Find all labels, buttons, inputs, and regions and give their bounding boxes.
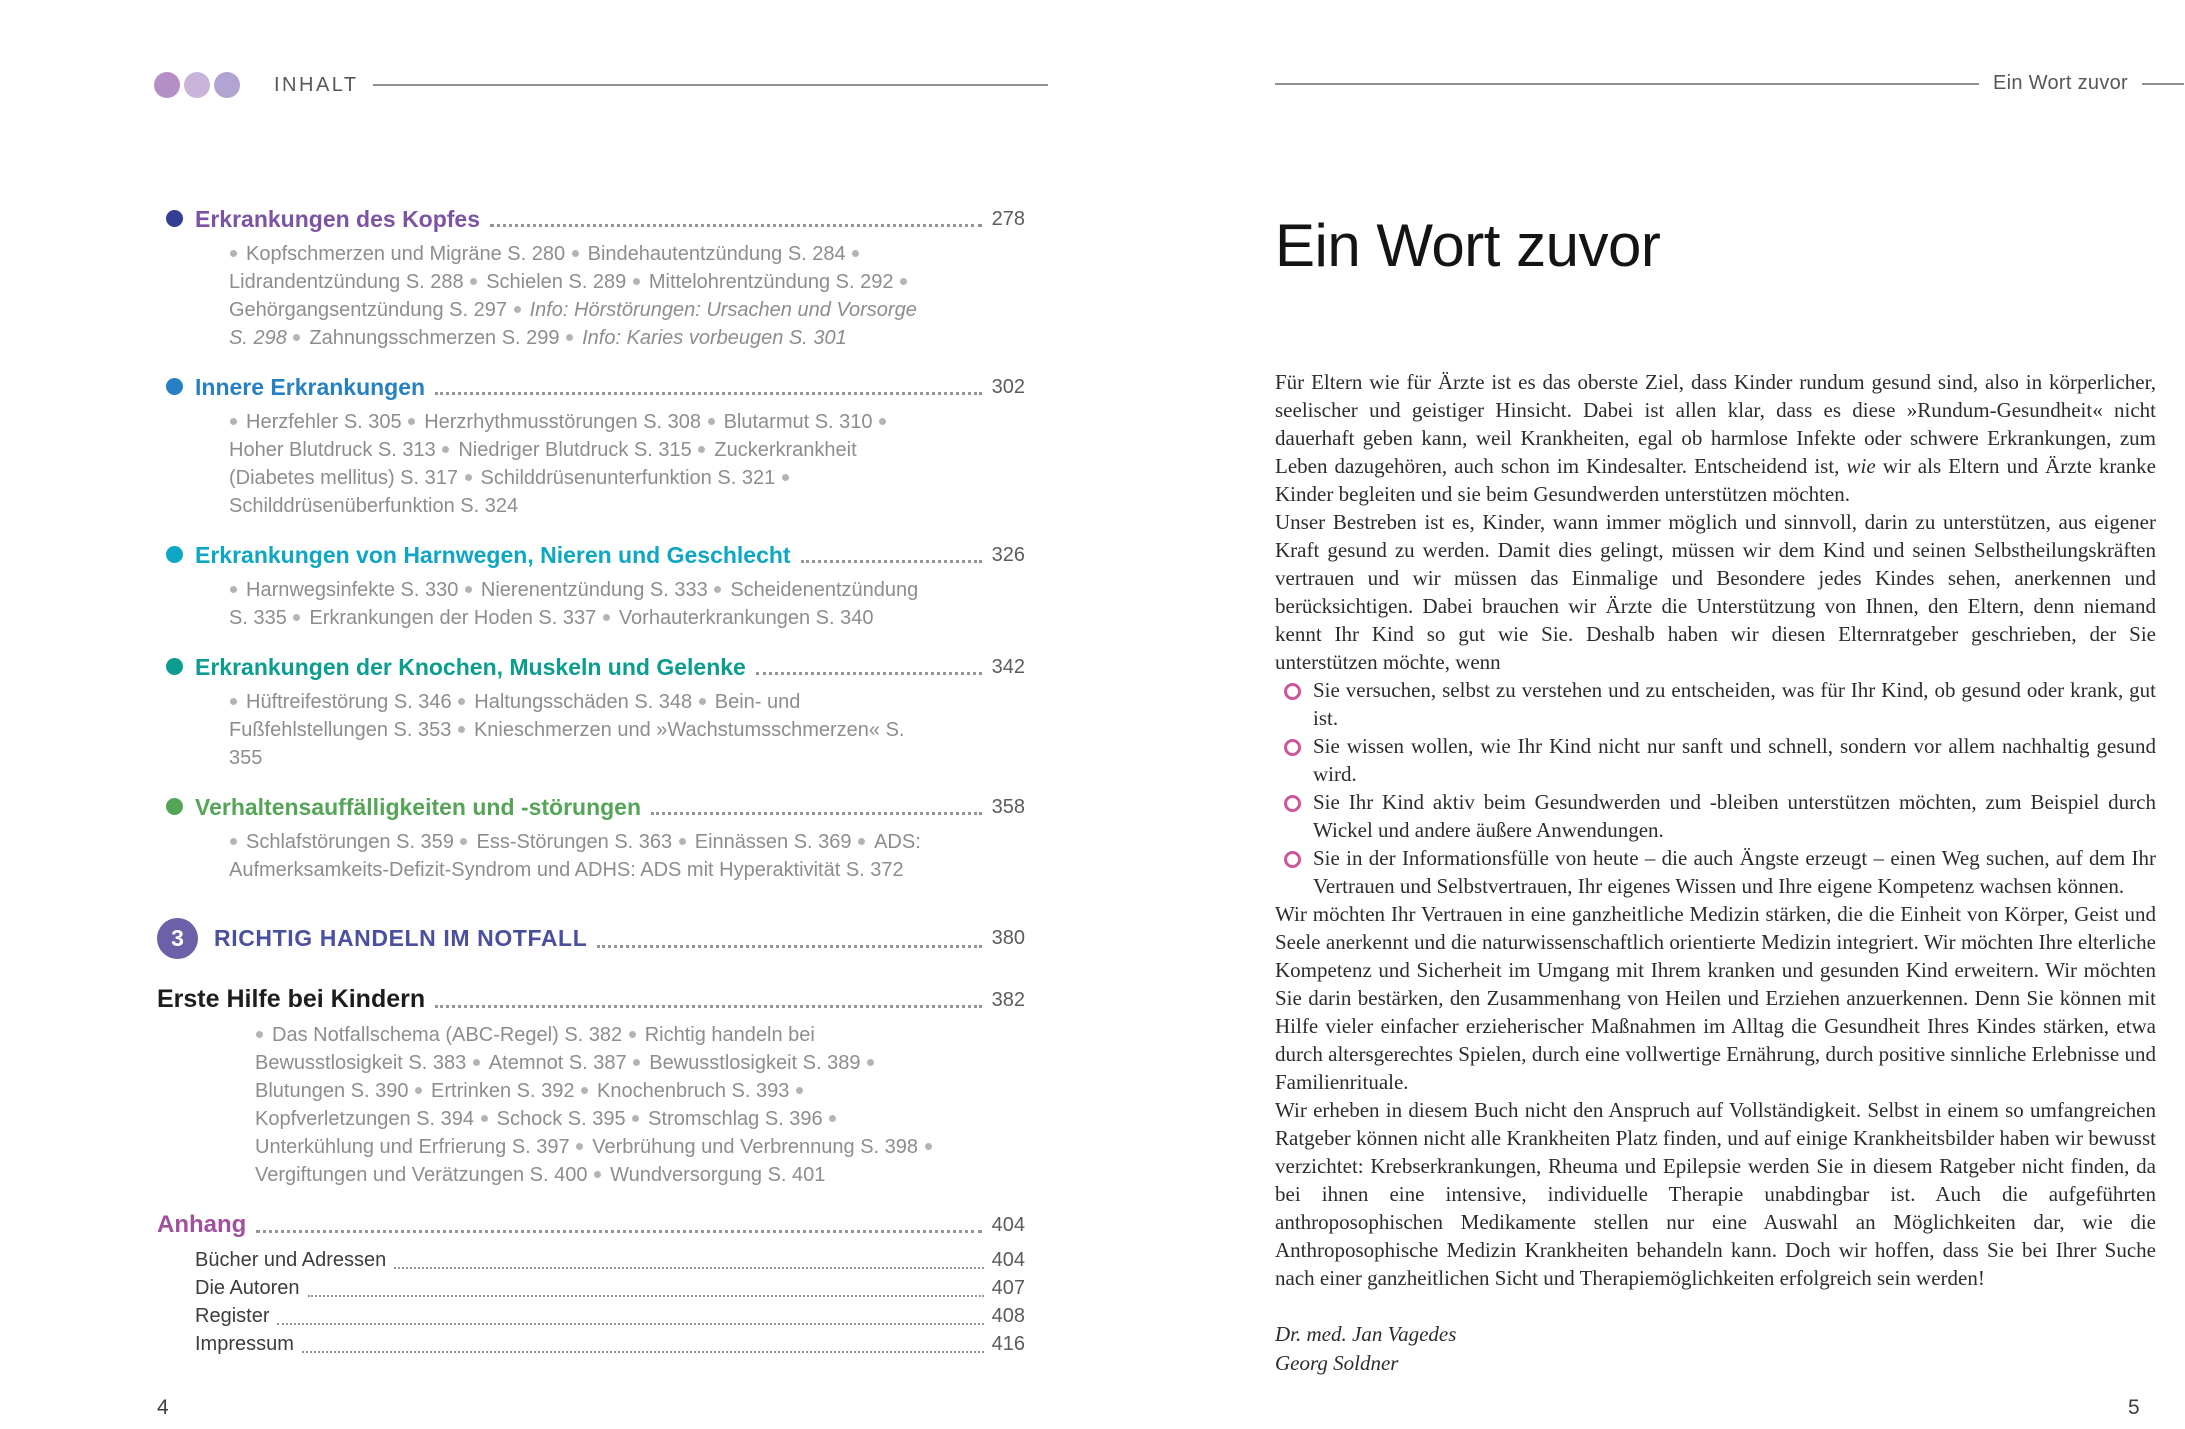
toc-subitem-info: Info: Hörstörungen: Ursachen und Vorsorge S. 298: [229, 299, 917, 349]
anhang-entries: [195, 1246, 1025, 1358]
toc-subitem: Kopfverletzungen S. 394: [255, 1108, 475, 1130]
toc-subitem: Wundversorgung S. 401: [610, 1164, 826, 1186]
toc-subitem: Stromschlag S. 396: [648, 1108, 823, 1130]
dotted-leader: [801, 560, 982, 563]
item-bullet-icon: [594, 1171, 601, 1178]
item-bullet-icon: [829, 1115, 836, 1122]
page-number-right: 5: [2128, 1396, 2140, 1419]
toc-page-number: 380: [991, 927, 1025, 949]
toc-section-heading: [157, 204, 1025, 234]
paragraph-text: wir als Eltern und Ärzte kranke Kinder begleiten und sie beim Gesundwerden unterstützen möchten.: [1275, 454, 2156, 506]
toc-subitem-list: [229, 240, 941, 352]
dotted-leader: [435, 1005, 982, 1008]
toc-subitem: Verbrühung und Verbrennung S. 398: [592, 1136, 919, 1158]
item-bullet-icon: [603, 614, 610, 621]
item-bullet-icon: [698, 446, 705, 453]
item-bullet-icon: [782, 474, 789, 481]
toc-chapter-heading: [157, 918, 1025, 959]
item-bullet-icon: [852, 250, 859, 257]
item-bullet-icon: [867, 1059, 874, 1066]
dotted-leader: [302, 1351, 984, 1353]
toc-subitem-list: [229, 828, 941, 884]
toc-section-title: Innere Erkrankungen: [195, 374, 426, 400]
toc-subitem: Mittelohrentzündung S. 292: [648, 271, 894, 293]
toc-subitem: Blutarmut S. 310: [723, 411, 873, 433]
dotted-leader: [651, 812, 982, 815]
item-bullet-icon: [514, 306, 521, 313]
anhang-entry: [195, 1330, 1025, 1358]
toc-subitem-info: Info: Karies vorbeugen S. 301: [582, 327, 847, 349]
foreword-paragraph: Wir möchten Ihr Vertrauen in eine ganzheitliche Medizin stärken, die die Einheit von Körper, Geist und Seele anerkennt und die naturwissenschaftlich orientierte Medizin integriert. Wir möchten Ihre elterliche Kompetenz und Sicherheit im Umgang mit Ihrem kranken und gesunden Kind erweitern. Wir möchten Sie darin bestärken, den Zusammenhang von Heilen und Erziehen anzuerkennen. Denn Sie können mit Hilfe vieler einfacher erzieherischer Maßnahmen im Alltag die Gesundheit Ihres Kindes stärken, etwa durch altersgerechtes Spielen, durch eine vollwertige Ernährung, durch positive sinnliche Erlebnisse und Familienrituale.: [1275, 902, 2156, 1094]
toc-section-heading: [157, 1209, 1025, 1240]
item-bullet-icon: [633, 278, 640, 285]
dotted-leader: [756, 672, 982, 675]
toc-section-heading: [157, 792, 1025, 822]
toc-page-number: 326: [991, 544, 1025, 566]
anhang-entry: [195, 1302, 1025, 1330]
item-bullet-icon: [465, 586, 472, 593]
item-bullet-icon: [293, 614, 300, 621]
item-bullet-icon: [572, 250, 579, 257]
dotted-leader: [277, 1323, 983, 1325]
toc-page-number: 404: [991, 1249, 1025, 1271]
section-bullet-icon: [166, 658, 183, 675]
toc-subitem: Unterkühlung und Erfrierung S. 397: [255, 1136, 570, 1158]
section-bullet-icon: [166, 210, 183, 227]
foreword-paragraph: [1275, 368, 2156, 508]
anhang-entry: [195, 1274, 1025, 1302]
paragraph-text: Für Eltern wie für Ärzte ist es das oberste Ziel, dass Kinder rundum gesund sind, also in körperlicher, seelischer und geistiger Hinsicht. Dabei ist allen klar, dass es diese »Rundum-Gesundheit« nicht dauerhaft geben kann, weil Krankheiten, egal ob harmlose Infekte oder schwere Erkrankungen, zum Leben dazugehören, auch schon im Kindesalter. Entscheidend ist,: [1275, 370, 2156, 478]
toc-subitem: Zahnungsschmerzen S. 299: [309, 327, 560, 349]
anhang-entry-label: Impressum: [195, 1333, 294, 1355]
item-bullet-icon: [581, 1087, 588, 1094]
item-bullet-icon: [408, 418, 415, 425]
toc-subitem-list: [255, 1021, 945, 1189]
toc-subitem: Niedriger Blutdruck S. 315: [458, 439, 692, 461]
toc-subitem: Blutungen S. 390: [255, 1080, 409, 1102]
item-bullet-icon: [632, 1115, 639, 1122]
item-bullet-icon: [576, 1143, 583, 1150]
toc-subitem: Scheidenentzündung S. 335: [229, 579, 919, 629]
anhang-entry-label: Register: [195, 1305, 270, 1327]
toc-subitem: Vorhauterkrankungen S. 340: [618, 607, 874, 629]
foreword-bullet-item: Sie Ihr Kind aktiv beim Gesundwerden und -bleiben unterstützen möchten, zum Beispiel durch Wickel und andere äußere Anwendungen.: [1275, 788, 2156, 844]
anhang-entry: [195, 1246, 1025, 1274]
signature-block: [1275, 1320, 2156, 1378]
toc-subitem: Knochenbruch S. 393: [597, 1080, 790, 1102]
toc-page-number: 407: [991, 1277, 1025, 1299]
toc-subitem: Hoher Blutdruck S. 313: [229, 439, 436, 461]
toc-subitem: ADS: Aufmerksamkeits-Defizit-Syndrom und ADHS: ADS mit Hyperaktivität S. 372: [229, 831, 921, 881]
dotted-leader: [308, 1295, 984, 1297]
toc-subitem: Vergiftungen und Verätzungen S. 400: [255, 1164, 588, 1186]
toc-subitem: Bewusstlosigkeit S. 389: [649, 1052, 861, 1074]
toc-subitem: Hüftreifestörung S. 346: [246, 691, 452, 713]
toc-section-title: Erste Hilfe bei Kindern: [157, 985, 426, 1013]
running-head-right-label: Ein Wort zuvor: [1993, 72, 2128, 94]
item-bullet-icon: [566, 334, 573, 341]
toc-subitem-list: [229, 408, 941, 520]
running-head-left-label: INHALT: [274, 73, 359, 96]
toc-section-heading: [157, 372, 1025, 402]
dotted-leader: [490, 224, 982, 227]
signature-line: Georg Soldner: [1275, 1351, 1399, 1375]
toc-page-number: 342: [991, 656, 1025, 678]
toc-section-title: Erkrankungen von Harnwegen, Nieren und Geschlecht: [195, 542, 791, 568]
toc-subitem: Atemnot S. 387: [488, 1052, 627, 1074]
toc-subitem-list: [229, 576, 941, 632]
toc-subitem: Knieschmerzen und »Wachstumsschmerzen« S. 355: [229, 719, 905, 769]
item-bullet-icon: [473, 1059, 480, 1066]
signature-line: Dr. med. Jan Vagedes: [1275, 1322, 1457, 1346]
toc-subitem: Herzfehler S. 305: [246, 411, 402, 433]
toc-subitem: Zuckerkrankheit (Diabetes mellitus) S. 317: [229, 439, 857, 489]
item-bullet-icon: [679, 838, 686, 845]
item-bullet-icon: [415, 1087, 422, 1094]
item-bullet-icon: [230, 586, 237, 593]
item-bullet-icon: [470, 278, 477, 285]
anhang-entry-label: Bücher und Adressen: [195, 1249, 387, 1271]
toc-page-number: 408: [991, 1305, 1025, 1327]
toc-section-heading: [157, 652, 1025, 682]
toc-subitem: Kopfschmerzen und Migräne S. 280: [246, 243, 566, 265]
item-bullet-icon: [699, 698, 706, 705]
foreword-paragraph: Unser Bestreben ist es, Kinder, wann immer möglich und sinnvoll, darin zu unterstützen, aus eigener Kraft gesund zu werden. Damit dies gelingt, müssen wir dem Kind und seinen Selbstheilungskräften vertrauen und wir müssen das Einmalige und Besondere jedes Kindes sehen, anerkennen und berücksichtigen. Dabei brauchen wir Ärzte die Unterstützung von Ihnen, den Eltern, denn niemand kennt Ihr Kind so gut wie Sie. Deshalb haben wir diesen Elternratgeber geschrieben, der Sie unterstützen möchte, wenn: [1275, 510, 2156, 674]
toc-subitem: Erkrankungen der Hoden S. 337: [309, 607, 597, 629]
dotted-leader: [256, 1230, 981, 1233]
toc-subitem: Nierenentzündung S. 333: [480, 579, 708, 601]
toc-subitem: Einnässen S. 369: [694, 831, 852, 853]
anhang-entry-label: Die Autoren: [195, 1277, 300, 1299]
toc-subitem: Haltungsschäden S. 348: [474, 691, 693, 713]
item-bullet-icon: [460, 838, 467, 845]
toc-page-number: 278: [991, 208, 1025, 230]
item-bullet-icon: [900, 278, 907, 285]
page-title: Ein Wort zuvor: [1275, 212, 1661, 279]
toc-subitem: Harnwegsinfekte S. 330: [246, 579, 459, 601]
toc-page-number: 358: [991, 796, 1025, 818]
toc-subitem: Schock S. 395: [496, 1108, 626, 1130]
toc-chapter-title: RICHTIG HANDELN IM NOTFALL: [214, 925, 588, 951]
dotted-leader: [394, 1267, 983, 1269]
toc-page-number: 302: [991, 376, 1025, 398]
item-bullet-icon: [796, 1087, 803, 1094]
page-number-left: 4: [157, 1396, 169, 1419]
item-bullet-icon: [481, 1115, 488, 1122]
item-bullet-icon: [879, 418, 886, 425]
foreword-bullet-item: Sie versuchen, selbst zu verstehen und zu entscheiden, was für Ihr Kind, ob gesund oder krank, gut ist.: [1275, 676, 2156, 732]
dotted-leader: [435, 392, 982, 395]
toc-subitem: Schilddrüsenüberfunktion S. 324: [229, 495, 519, 517]
toc-section-heading: [157, 540, 1025, 570]
toc-subitem-list: [229, 688, 941, 772]
toc-subitem: Bein- und Fußfehlstellungen S. 353: [229, 691, 801, 741]
item-bullet-icon: [230, 250, 237, 257]
toc-subitem: Ess-Störungen S. 363: [476, 831, 673, 853]
toc-section-title: Anhang: [157, 1211, 247, 1238]
item-bullet-icon: [293, 334, 300, 341]
toc-section-title: Erkrankungen der Knochen, Muskeln und Gelenke: [195, 654, 746, 680]
foreword-bullet-list: [1275, 676, 2156, 900]
item-bullet-icon: [458, 726, 465, 733]
toc-subitem: Bindehautentzündung S. 284: [587, 243, 846, 265]
item-bullet-icon: [465, 474, 472, 481]
item-bullet-icon: [230, 838, 237, 845]
paragraph-emphasis: wie: [1846, 454, 1876, 478]
toc-subitem: Lidrandentzündung S. 288: [229, 271, 464, 293]
toc-subitem: Schielen S. 289: [486, 271, 627, 293]
item-bullet-icon: [230, 698, 237, 705]
toc-page-number: 382: [991, 989, 1025, 1011]
item-bullet-icon: [633, 1059, 640, 1066]
table-of-contents: [157, 0, 1025, 1358]
toc-subitem: Ertrinken S. 392: [431, 1080, 575, 1102]
foreword-paragraph: Wir erheben in diesem Buch nicht den Anspruch auf Vollständigkeit. Selbst in einem so umfangreichen Ratgeber können nicht alle Krankheiten Platz finden, und auf einige Krankheitsbilder haben wir bewusst verzichtet: Krebserkrankungen, Rheuma und Epilepsie werden Sie in diesem Ratgeber nicht finden, da bei ihnen eine intensive, individuelle Therapie unabdingbar ist. Auch die aufgeführten anthroposophischen Medikamente stellen nur eine Auswahl an Möglichkeiten dar, wie die Anthroposophische Medizin Krankheiten behandeln kann. Doch wir hoffen, dass Sie bei Ihrer Suche nach einer ganzheitlichen Sicht und Therapiemöglichkeiten erfolgreich sein werden!: [1275, 1098, 2156, 1290]
chapter-number-badge: 3: [157, 918, 198, 959]
toc-section-title: Verhaltensauffälligkeiten und -störungen: [195, 794, 642, 820]
item-bullet-icon: [714, 586, 721, 593]
toc-page: [157, 0, 1025, 1358]
toc-page-number: 404: [991, 1214, 1025, 1236]
toc-section-title: Erkrankungen des Kopfes: [195, 206, 481, 232]
item-bullet-icon: [458, 698, 465, 705]
item-bullet-icon: [442, 446, 449, 453]
toc-subitem: Schilddrüsenunterfunktion S. 321: [480, 467, 776, 489]
item-bullet-icon: [230, 418, 237, 425]
item-bullet-icon: [925, 1143, 932, 1150]
item-bullet-icon: [708, 418, 715, 425]
foreword-body: [1275, 368, 2156, 1292]
toc-section-heading: [157, 983, 1025, 1015]
item-bullet-icon: [256, 1031, 263, 1038]
toc-subitem: Herzrhythmusstörungen S. 308: [424, 411, 702, 433]
foreword-bullet-item: Sie wissen wollen, wie Ihr Kind nicht nur sanft und schnell, sondern vor allem nachhaltig gesund wird.: [1275, 732, 2156, 788]
toc-subitem: Richtig handeln bei Bewusstlosigkeit S. 383: [255, 1024, 815, 1074]
foreword-bullet-item: Sie in der Informationsfülle von heute – die auch Ängste erzeugt – einen Weg suchen, auf dem Ihr Vertrauen und Selbstvertrauen, Ihr eigenes Wissen und Ihre eigene Kompetenz wachsen können.: [1275, 844, 2156, 900]
item-bullet-icon: [629, 1031, 636, 1038]
toc-subitem: Schlafstörungen S. 359: [246, 831, 454, 853]
dotted-leader: [597, 945, 981, 948]
section-bullet-icon: [166, 798, 183, 815]
section-bullet-icon: [166, 378, 183, 395]
foreword-page: [1275, 0, 2156, 1378]
toc-page-number: 416: [991, 1333, 1025, 1355]
toc-subitem: Gehörgangsentzündung S. 297: [229, 299, 507, 321]
section-bullet-icon: [166, 546, 183, 563]
toc-subitem: Das Notfallschema (ABC-Regel) S. 382: [272, 1024, 623, 1046]
item-bullet-icon: [858, 838, 865, 845]
